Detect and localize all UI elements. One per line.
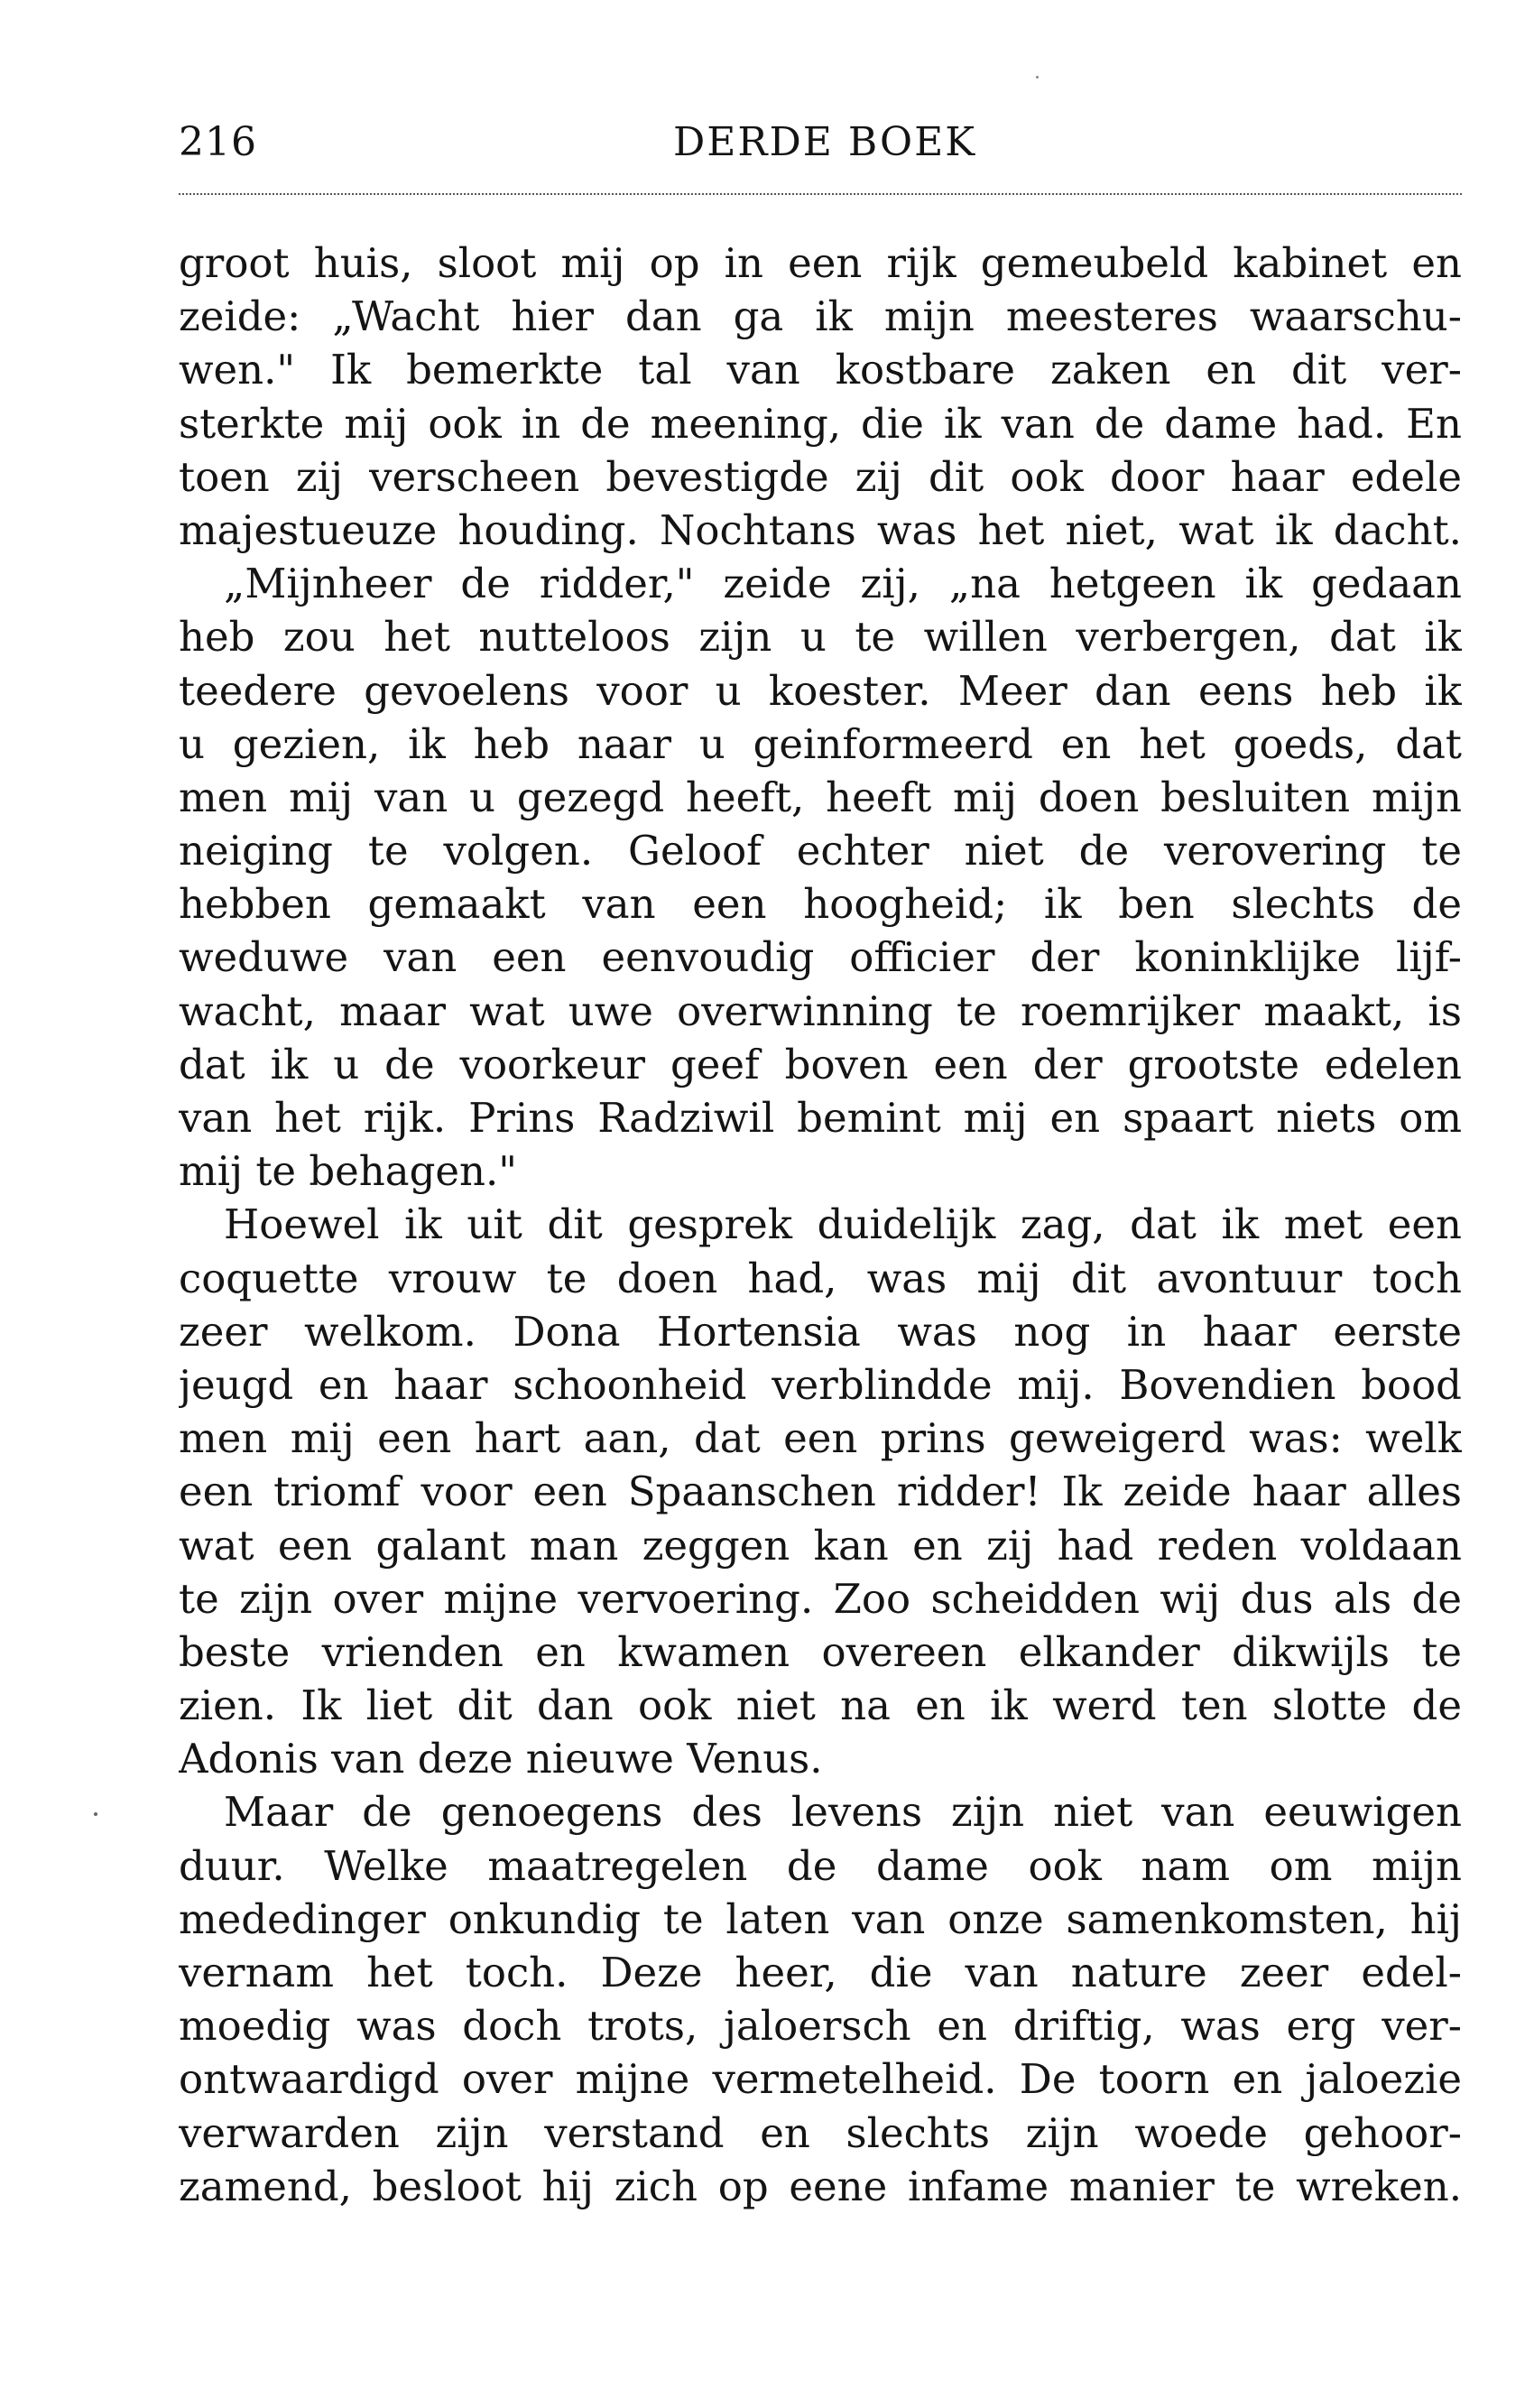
text-line: dat ik u de voorkeur geef boven een der grootste edelen — [179, 1040, 1462, 1088]
text-line: zien. Ik liet dit dan ook niet na en ik werd ten slotte de — [179, 1681, 1462, 1730]
text-line: Adonis van deze nieuwe Venus. — [179, 1735, 823, 1783]
text-line: mij te behagen." — [179, 1147, 518, 1196]
text-line: mededinger onkundig te laten van onze samenkomsten, hij — [179, 1894, 1462, 1943]
text-line: duur. Welke maatregelen de dame ook nam om mijn — [179, 1841, 1462, 1890]
text-line: coquette vrouw te doen had, was mij dit avontuur toch — [179, 1254, 1462, 1302]
text-line: teedere gevoelens voor u koester. Meer dan eens heb ik — [179, 666, 1462, 715]
text-line: verwarden zijn verstand en slechts zijn woede gehoor- — [179, 2108, 1462, 2157]
text-line: vernam het toch. Deze heer, die van nature zeer edel- — [179, 1949, 1462, 1996]
print-speck — [1036, 76, 1039, 79]
text-line: men mij van u gezegd heeft, heeft mij doen besluiten mijn — [179, 773, 1462, 821]
text-line: beste vrienden en kwamen overeen elkander dikwijls te — [179, 1627, 1462, 1676]
text-line: ontwaardigd over mijne vermetelheid. De toorn en jaloezie — [179, 2055, 1462, 2104]
text-line: wen." Ik bemerkte tal van kostbare zaken en dit ver- — [179, 346, 1462, 394]
text-line: wacht, maar wat uwe overwinning te roemrijker maakt, is — [179, 986, 1462, 1035]
page-header — [179, 116, 1462, 171]
text-line: men mij een hart aan, dat een prins geweigerd was: welk — [179, 1414, 1462, 1463]
text-line: heb zou het nutteloos zijn u te willen verbergen, dat ik — [179, 613, 1462, 662]
text-line: zeer welkom. Dona Hortensia was nog in haar eerste — [179, 1307, 1462, 1356]
text-line: Hoewel ik uit dit gesprek duidelijk zag, dat ik met een — [224, 1200, 1462, 1249]
text-line: groot huis, sloot mij op in een rijk gemeubeld kabinet en — [179, 239, 1462, 287]
text-line: toen zij verscheen bevestigde zij dit ook door haar edele — [179, 452, 1462, 501]
text-line: hebben gemaakt van een hoogheid; ik ben slechts de — [179, 880, 1462, 929]
text-line: een triomf voor een Spaanschen ridder! Ik zeide haar alles — [179, 1468, 1462, 1516]
text-line: zeide: „Wacht hier dan ga ik mijn meesteres waarschu- — [179, 292, 1462, 341]
text-line: u gezien, ik heb naar u geinformeerd en het goeds, dat — [179, 719, 1462, 768]
body-text — [179, 236, 1462, 2213]
header-divider — [179, 193, 1462, 195]
text-line: wat een galant man zeggen kan en zij had reden voldaan — [179, 1521, 1462, 1570]
text-line: te zijn over mijne vervoering. Zoo scheidden wij dus als de — [179, 1574, 1462, 1623]
text-line: sterkte mij ook in de meening, die ik van de dame had. En — [179, 399, 1462, 448]
text-line: neiging te volgen. Geloof echter niet de verovering te — [179, 827, 1462, 875]
text-line: van het rijk. Prins Radziwil bemint mij en spaart niets om — [179, 1094, 1462, 1142]
running-head: DERDE BOEK — [672, 119, 977, 165]
text-line: jeugd en haar schoonheid verblindde mij. Bovendien bood — [179, 1360, 1462, 1409]
text-line: zamend, besloot hij zich op eene infame manier te wreken. — [179, 2162, 1462, 2210]
text-line: Maar de genoegens des levens zijn niet van eeuwigen — [224, 1788, 1462, 1837]
page-number: 216 — [179, 119, 257, 165]
print-speck — [94, 1812, 97, 1816]
text-line: moedig was doch trots, jaloersch en driftig, was erg ver- — [179, 2002, 1462, 2051]
text-line: „Mijnheer de ridder," zeide zij, „na hetgeen ik gedaan — [224, 560, 1462, 608]
text-line: weduwe van een eenvoudig officier der koninklijke lijf- — [179, 933, 1462, 982]
text-line: majestueuze houding. Nochtans was het niet, wat ik dacht. — [179, 505, 1462, 554]
